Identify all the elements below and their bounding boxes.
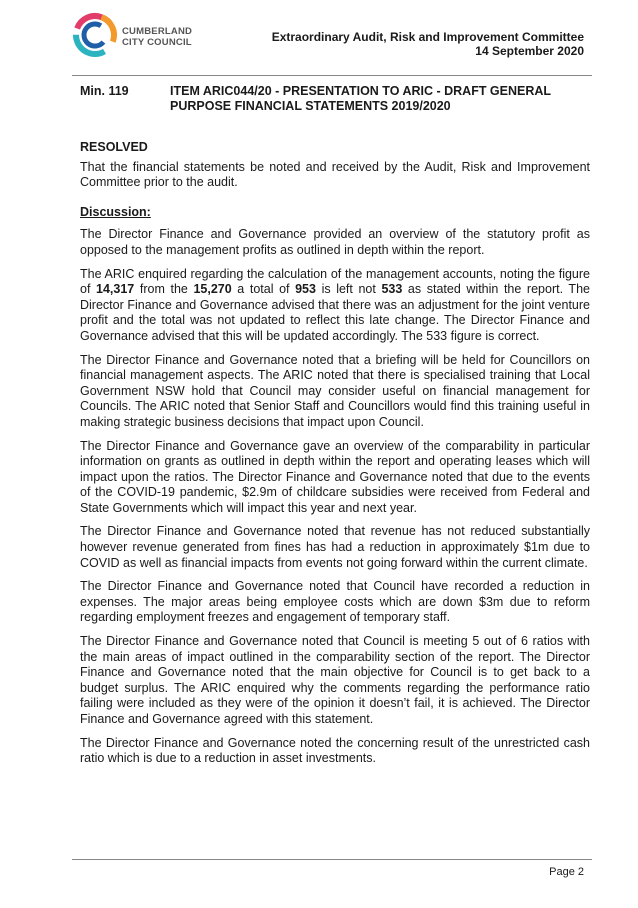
discussion-paragraph-5: The Director Finance and Governance noted that revenue has not reduced substantially however revenue generated from fines has had a reduction in approximately $1m due to COVID as well as financial impacts from events not going forward within the current climate.: [80, 524, 590, 570]
meeting-date: 14 September 2020: [475, 44, 584, 58]
p2-text-c: a total of: [231, 282, 296, 297]
logo-line-2: CITY COUNCIL: [122, 37, 192, 48]
page-number: Page 2: [549, 866, 584, 878]
p2-text-d: is left not: [315, 282, 382, 297]
minute-title: ITEM ARIC044/20 - PRESENTATION TO ARIC - DRAFT GENERAL PURPOSE FINANCIAL STATEMENTS 2019/2020: [170, 84, 551, 113]
discussion-paragraph-3: The Director Finance and Governance noted that a briefing will be held for Councillors on financial management aspects. The ARIC noted that there is specialised training that Local Government NSW hold that Council may consider useful on financial management for Councils. The ARIC noted that Senior Staff and Councillors would find this training useful in making strategic business decisions that impact upon Council.: [80, 352, 590, 429]
discussion-paragraph-7: The Director Finance and Governance noted that Council is meeting 5 out of 6 ratios with the main areas of impact outlined in the comparability section of the report. The Director Finance and Governance noted that the main objective for Council is to get back to a budget surplus. The ARIC enquired why the comments regarding the performance ratio failing were included as they were of the opinion it doesn’t fail, it is achieved. The Director Finance and Governance agreed with this statement.: [80, 634, 590, 726]
committee-name: Extraordinary Audit, Risk and Improvement Committee: [271, 30, 584, 44]
discussion-heading: Discussion:: [80, 204, 151, 219]
council-logo-icon: [72, 12, 118, 58]
figure-533: 533: [381, 282, 403, 297]
resolved-text: That the financial statements be noted and received by the Audit, Risk and Improvement Committee prior to the audit.: [80, 159, 590, 190]
resolved-heading: RESOLVED: [80, 140, 148, 154]
minute-number: Min. 119: [80, 84, 129, 98]
p2-text-a: The ARIC enquired regarding the calculation of the management accounts, noting the figure of: [80, 266, 590, 297]
logo-wordmark: [122, 26, 192, 48]
figure-953: 953: [295, 282, 316, 297]
footer-divider: [72, 859, 592, 860]
discussion-paragraph-1: The Director Finance and Governance provided an overview of the statutory profit as opposed to the management profits as outlined in depth within the report.: [80, 227, 590, 257]
discussion-paragraph-8: The Director Finance and Governance noted the concerning result of the unrestricted cash ratio which is due to a reduction in asset investments.: [80, 735, 590, 766]
figure-15270: 15,270: [193, 282, 232, 297]
discussion-paragraph-4: The Director Finance and Governance gave an overview of the comparability in particular information on grants as outlined in depth within the report and operating leases which will impact upon the ratios. The Director Finance and Governance noted that due to the events of the COVID-19 pandemic, $2.9m of childcare subsidies were received from Federal and State Governments which will impact this year and next year.: [80, 438, 590, 515]
page-header: [272, 30, 584, 58]
discussion-paragraph-6: The Director Finance and Governance noted that Council have recorded a reduction in expenses. The major areas being employee costs which are down $3m due to reform regarding employment freezes and engagement of temporary staff.: [80, 579, 590, 625]
minute-body: [80, 140, 590, 775]
discussion-paragraph-2: [80, 267, 590, 345]
header-divider: [72, 75, 592, 76]
figure-14317: 14,317: [96, 282, 135, 297]
p2-text-b: from the: [134, 282, 194, 297]
logo-line-1: CUMBERLAND: [122, 26, 193, 37]
council-logo: [72, 12, 232, 62]
p2-text-e: as stated within the report. The Director Finance and Governance advised that there was an adjustment for the joint venture profit and the total was not updated to reflect this late change. The Director Finance and Governance advised that this will be updated accordingly. The 533 figure is correct.: [80, 282, 590, 343]
